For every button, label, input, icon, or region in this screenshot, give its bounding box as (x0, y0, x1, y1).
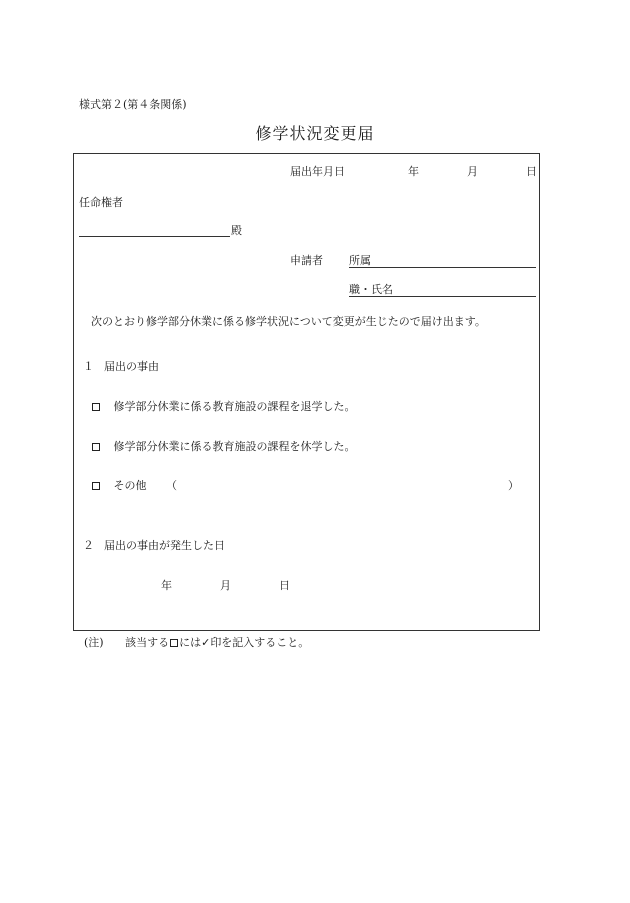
date-label: 届出年月日 (290, 165, 345, 178)
note-box-symbol (170, 639, 178, 647)
occurrence-year: 年 (161, 579, 172, 592)
section1-title: 届出の事由 (104, 360, 159, 373)
note (84, 637, 309, 648)
date-day: 日 (526, 165, 537, 178)
option-leave-label: 修学部分休業に係る教育施設の課程を休学した。 (113, 440, 356, 453)
section2-number: ２ (83, 539, 94, 552)
note-text-middle: には (179, 636, 202, 649)
position-name-line (349, 296, 536, 297)
option-leave (92, 441, 356, 452)
section2-title: 届出の事由が発生した日 (104, 539, 225, 552)
other-close-paren: ） (508, 479, 519, 492)
option-other-label: その他 (113, 479, 147, 492)
dono-label: 殿 (231, 224, 242, 237)
option-withdraw-label: 修学部分休業に係る教育施設の課程を退学した。 (113, 400, 356, 413)
option-withdraw (92, 401, 356, 412)
applicant-label: 申請者 (290, 254, 323, 267)
date-year: 年 (408, 165, 419, 178)
affiliation-line (349, 267, 536, 268)
appointer-label: 任命権者 (79, 196, 123, 209)
checkbox-other[interactable] (92, 482, 100, 490)
affiliation-label: 所属 (349, 254, 371, 267)
occurrence-day: 日 (279, 579, 290, 592)
form-frame (73, 153, 540, 631)
intro-text: 次のとおり修学部分休業に係る修学状況について変更が生じたので届け出ます。 (91, 315, 486, 328)
checkbox-withdraw[interactable] (92, 403, 100, 411)
other-open-paren: （ (166, 479, 177, 492)
occurrence-month: 月 (220, 579, 231, 592)
note-label: (注) (84, 636, 104, 649)
checkbox-leave[interactable] (92, 443, 100, 451)
date-month: 月 (467, 165, 478, 178)
appointer-name-line (79, 236, 230, 237)
option-other (92, 480, 147, 491)
check-mark-icon: ✓ (201, 636, 211, 649)
form-reference: 様式第２(第４条関係) (79, 98, 187, 111)
position-name-label: 職・氏名 (349, 283, 393, 296)
note-text-after: 印を記入すること。 (210, 636, 310, 649)
note-text-before: 該当する (125, 636, 170, 649)
section1-number: １ (83, 360, 94, 373)
document-title: 修学状況変更届 (255, 124, 375, 143)
